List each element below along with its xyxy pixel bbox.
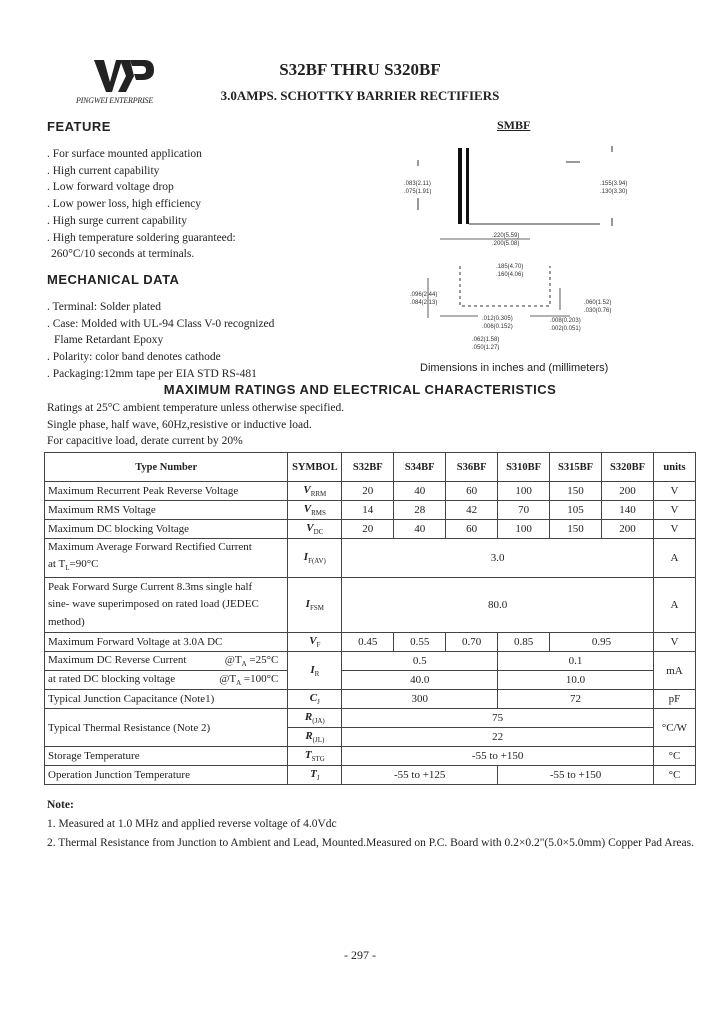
param-label: Maximum Forward Voltage at 3.0A DC <box>45 633 288 652</box>
table-row <box>45 652 696 671</box>
value-cell: 0.55 <box>394 633 446 652</box>
dimension-label: .130(3.30) <box>600 189 628 195</box>
value-cell: 60 <box>446 520 498 539</box>
header-cell: SYMBOL <box>288 453 342 482</box>
dimensions-note: Dimensions in inches and (millimeters) <box>420 362 609 374</box>
list-item: 260°C/10 seconds at terminals. <box>51 248 195 261</box>
table-row <box>45 633 696 652</box>
document-title: S32BF THRU S320BF <box>279 60 441 79</box>
value-cell: 150 <box>550 520 602 539</box>
mechanical-heading: MECHANICAL DATA <box>47 272 180 287</box>
table-row <box>45 501 696 520</box>
unit-cell: °C <box>653 766 695 785</box>
condition-line: For capacitive load, derate current by 20% <box>47 435 243 447</box>
dimension-label: .060(1.52) <box>584 300 612 306</box>
header-cell: Type Number <box>45 453 288 482</box>
symbol-cell: $I_{FSM}$ <box>288 578 342 633</box>
header-cell: S36BF <box>446 453 498 482</box>
value-cell: 200 <box>602 520 654 539</box>
param-label: Maximum Recurrent Peak Reverse Voltage <box>45 482 288 501</box>
dimension-label: .155(3.94) <box>600 181 628 187</box>
symbol-cell: $V_{RRM}$ <box>288 482 342 501</box>
ratings-conditions <box>47 400 344 450</box>
value-cell: 60 <box>446 482 498 501</box>
value-cell: 200 <box>602 482 654 501</box>
value-cell: 0.1 <box>498 652 654 671</box>
value-cell: 20 <box>342 482 394 501</box>
note-item: 2. Thermal Resistance from Junction to Ambient and Lead, Mounted.Measured on P.C. Board with 0.2×0.2"(5.0×5.0mm) Copper Pad Areas. <box>47 837 694 849</box>
value-cell: 80.0 <box>342 578 654 633</box>
table-row <box>45 578 696 633</box>
symbol-cell: $T_{STG}$ <box>288 747 342 766</box>
symbol-cell: $V_{DC}$ <box>288 520 342 539</box>
table-row <box>45 766 696 785</box>
param-label: Operation Junction Temperature <box>45 766 288 785</box>
unit-cell: mA <box>653 652 695 690</box>
value-cell: 40 <box>394 482 446 501</box>
dimension-label: .002(0.051) <box>550 326 581 332</box>
dimension-label: .008(0.203) <box>550 318 581 324</box>
unit-cell: A <box>653 578 695 633</box>
table-row <box>45 671 696 690</box>
dimension-label: .006(0.152) <box>482 324 513 330</box>
unit-cell: A <box>653 539 695 578</box>
package-name: SMBF <box>497 118 531 132</box>
dimension-label: .220(5.59) <box>492 233 520 239</box>
list-item: . Packaging:12mm tape per EIA STD RS-481 <box>47 367 257 380</box>
unit-cell: V <box>653 633 695 652</box>
table-row <box>45 482 696 501</box>
header-cell: S34BF <box>394 453 446 482</box>
feature-heading: FEATURE <box>47 119 111 134</box>
param-label: Maximum Average Forward Rectified Current at $T_L=90^\circ C$ <box>45 539 288 578</box>
param-label: Storage Temperature <box>45 747 288 766</box>
header-cell: S310BF <box>498 453 550 482</box>
note-item: 1. Measured at 1.0 MHz and applied reverse voltage of 4.0Vdc <box>47 818 337 830</box>
value-cell: 28 <box>394 501 446 520</box>
value-cell: -55 to +150 <box>342 747 654 766</box>
value-cell: 40 <box>394 520 446 539</box>
list-item: . Terminal: Solder plated <box>47 301 161 313</box>
dimension-label: .075(1.91) <box>404 189 432 195</box>
characteristics-table <box>44 452 696 785</box>
value-cell: -55 to +125 <box>342 766 498 785</box>
header-cell: S320BF <box>602 453 654 482</box>
symbol-cell: $R_{(JA)}$ <box>288 709 342 728</box>
param-label: Maximum RMS Voltage <box>45 501 288 520</box>
value-cell: 0.85 <box>498 633 550 652</box>
dimension-label: .012(0.305) <box>482 316 513 322</box>
symbol-cell: $C_J$ <box>288 690 342 709</box>
value-cell: 0.95 <box>550 633 654 652</box>
table-header-row <box>45 453 696 482</box>
symbol-cell: $V_F$ <box>288 633 342 652</box>
dimension-label: .096(2.44) <box>410 292 438 298</box>
symbol-cell: $I_{F(AV)}$ <box>288 539 342 578</box>
dimension-label: .160(4.06) <box>496 272 524 278</box>
value-cell: 150 <box>550 482 602 501</box>
symbol-cell: $V_{RMS}$ <box>288 501 342 520</box>
param-label: Maximum DC blocking Voltage <box>45 520 288 539</box>
list-item: . Low forward voltage drop <box>47 181 174 194</box>
dimension-label: .083(2.11) <box>404 181 431 187</box>
value-cell: 75 <box>342 709 654 728</box>
dimension-label: .050(1.27) <box>472 345 500 351</box>
condition-line: Ratings at 25°C ambient temperature unless otherwise specified. <box>47 402 345 414</box>
dimension-label: .062(1.58) <box>472 337 500 343</box>
value-cell: 42 <box>446 501 498 520</box>
param-label: Typical Thermal Resistance (Note 2) <box>45 709 288 747</box>
param-label: Maximum DC Reverse Current $@T_A =25^\circ C$ <box>45 652 288 671</box>
document-subtitle: 3.0AMPS. SCHOTTKY BARRIER RECTIFIERS <box>220 88 500 103</box>
value-cell: 22 <box>342 728 654 747</box>
header-cell: units <box>653 453 695 482</box>
table-row <box>45 520 696 539</box>
value-cell: 72 <box>498 690 654 709</box>
list-item: . For surface mounted application <box>47 148 202 160</box>
unit-cell: pF <box>653 690 695 709</box>
value-cell: 70 <box>498 501 550 520</box>
symbol-cell: $R_{(JL)}$ <box>288 728 342 747</box>
value-cell: 40.0 <box>342 671 498 690</box>
list-item: . High temperature soldering guaranteed: <box>47 231 236 244</box>
value-cell: 100 <box>498 482 550 501</box>
dimension-label: .084(2.13) <box>410 300 438 306</box>
list-item: . Polarity: color band denotes cathode <box>47 351 221 364</box>
condition-line: Single phase, half wave, 60Hz,resistive or inductive load. <box>47 418 312 431</box>
notes-section <box>47 796 697 853</box>
package-outline-drawing <box>400 138 640 360</box>
dimension-label: .030(0.76) <box>584 308 612 314</box>
list-item: Flame Retardant Epoxy <box>54 334 164 347</box>
header-cell: S32BF <box>342 453 394 482</box>
value-cell: 105 <box>550 501 602 520</box>
value-cell: 3.0 <box>342 539 654 578</box>
list-item: . High surge current capability <box>47 214 187 227</box>
param-label: Typical Junction Capacitance (Note1) <box>45 690 288 709</box>
list-item: . Case: Molded with UL-94 Class V-0 recognized <box>47 317 275 330</box>
table-row <box>45 539 696 578</box>
mechanical-list <box>47 299 274 383</box>
param-label: at rated DC blocking voltage $@T_A =100^\circ C$ <box>45 671 288 690</box>
dimension-label: .185(4.70) <box>496 264 524 270</box>
unit-cell: °C <box>653 747 695 766</box>
header-cell: S315BF <box>550 453 602 482</box>
notes-heading: Note: <box>47 799 74 811</box>
list-item: . Low power loss, high efficiency <box>47 198 202 211</box>
value-cell: 0.5 <box>342 652 498 671</box>
value-cell: 140 <box>602 501 654 520</box>
param-label: Peak Forward Surge Current 8.3ms single half sine- wave superimposed on rated load (JEDEC method) <box>45 578 288 633</box>
unit-cell: V <box>653 520 695 539</box>
value-cell: 100 <box>498 520 550 539</box>
list-item: . High current capability <box>47 164 160 177</box>
symbol-cell: $T_J$ <box>288 766 342 785</box>
company-name: PINGWEI ENTERPRISE <box>76 96 154 105</box>
value-cell: 0.45 <box>342 633 394 652</box>
page-number: - 297 - <box>344 948 376 962</box>
value-cell: 20 <box>342 520 394 539</box>
dimension-label: .200(5.08) <box>492 241 520 247</box>
unit-cell: V <box>653 501 695 520</box>
value-cell: 14 <box>342 501 394 520</box>
table-row <box>45 709 696 728</box>
value-cell: 300 <box>342 690 498 709</box>
feature-list <box>47 146 236 263</box>
table-row <box>45 747 696 766</box>
value-cell: -55 to +150 <box>498 766 654 785</box>
value-cell: 0.70 <box>446 633 498 652</box>
table-row <box>45 690 696 709</box>
ratings-heading: MAXIMUM RATINGS AND ELECTRICAL CHARACTERISTICS <box>163 382 557 397</box>
value-cell: 10.0 <box>498 671 654 690</box>
unit-cell: °C/W <box>653 709 695 747</box>
symbol-cell: $I_R$ <box>288 652 342 690</box>
unit-cell: V <box>653 482 695 501</box>
